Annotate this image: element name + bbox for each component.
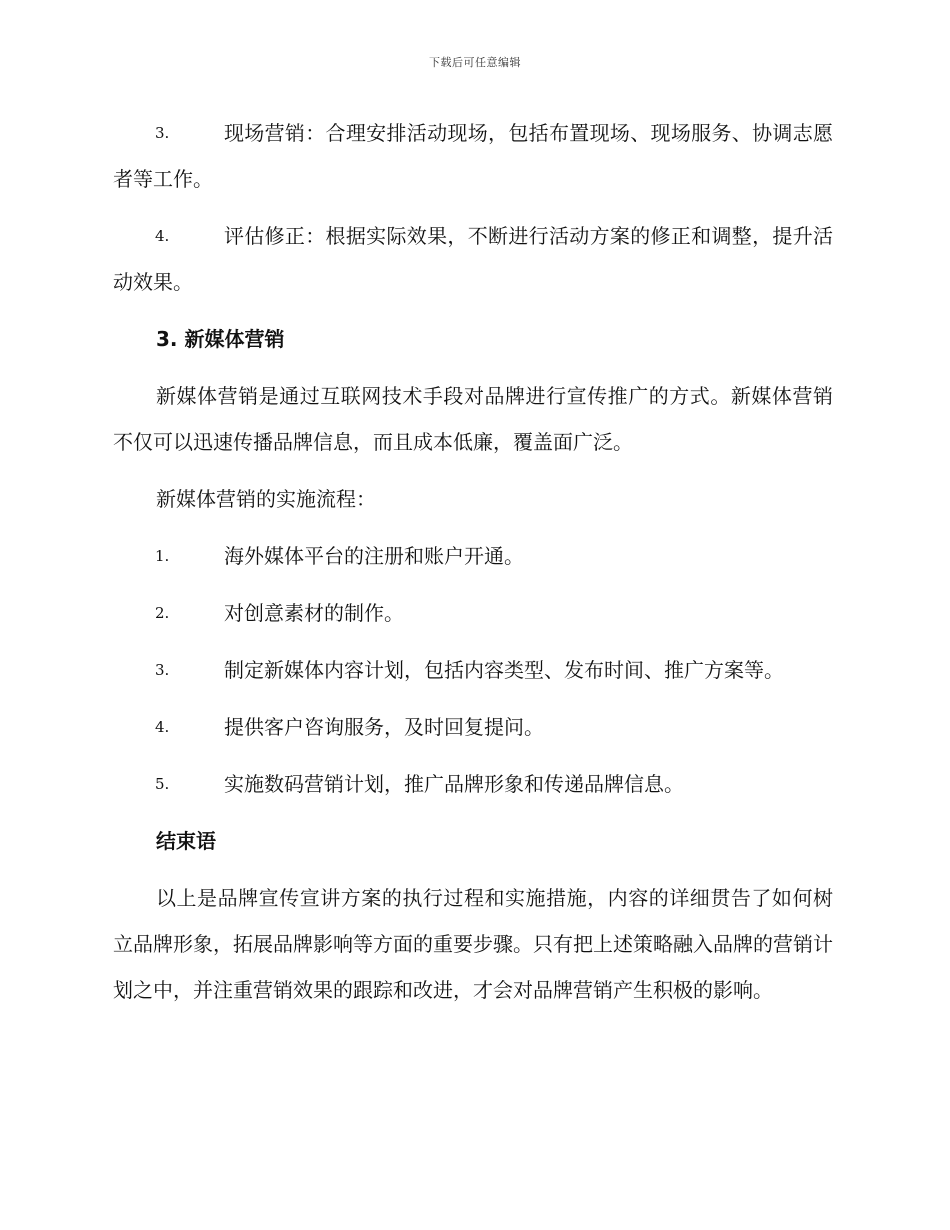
list-item-number: 5. bbox=[155, 775, 170, 793]
list-item bbox=[113, 110, 833, 202]
new-media-intro-paragraph: 新媒体营销是通过互联网技术手段对品牌进行宣传推广的方式。新媒体营销不仅可以迅速传播品牌信息，而且成本低廉，覆盖面广泛。 bbox=[113, 384, 833, 454]
list-item-number: 4. bbox=[155, 718, 170, 736]
list-item bbox=[113, 704, 833, 750]
list-item-text: 对创意素材的制作。 bbox=[224, 601, 404, 625]
list-item-text: 评估修正：根据实际效果，不断进行活动方案的修正和调整，提升活动效果。 bbox=[113, 224, 833, 294]
list-item bbox=[113, 213, 833, 305]
list-item-number: 3. bbox=[155, 661, 170, 679]
list-item-text: 海外媒体平台的注册和账户开通。 bbox=[224, 544, 524, 568]
list-item-number: 4. bbox=[155, 227, 170, 245]
process-title: 新媒体营销的实施流程： bbox=[156, 487, 376, 511]
list-item-text: 实施数码营销计划，推广品牌形象和传递品牌信息。 bbox=[224, 772, 684, 796]
section-heading-new-media: 3. 新媒体营销 bbox=[156, 327, 285, 351]
list-item-text: 提供客户咨询服务，及时回复提问。 bbox=[224, 715, 544, 739]
header-note: 下载后可任意编辑 bbox=[429, 56, 521, 69]
section-heading-conclusion: 结束语 bbox=[156, 829, 216, 853]
list-item bbox=[113, 647, 833, 693]
list-item bbox=[113, 590, 833, 636]
list-item-text: 现场营销：合理安排活动现场，包括布置现场、现场服务、协调志愿者等工作。 bbox=[113, 121, 833, 191]
list-item-number: 2. bbox=[155, 604, 170, 622]
list-item-number: 1. bbox=[155, 547, 170, 565]
document-body bbox=[113, 110, 833, 1024]
list-item-text: 制定新媒体内容计划，包括内容类型、发布时间、推广方案等。 bbox=[224, 658, 784, 682]
list-item bbox=[113, 533, 833, 579]
list-item-number: 3. bbox=[155, 124, 170, 142]
list-item bbox=[113, 761, 833, 807]
conclusion-paragraph: 以上是品牌宣传宣讲方案的执行过程和实施措施，内容的详细贯告了如何树立品牌形象，拓展品牌影响等方面的重要步骤。只有把上述策略融入品牌的营销计划之中，并注重营销效果的跟踪和改进，才会对品牌营销产生积极的影响。 bbox=[113, 886, 833, 1002]
